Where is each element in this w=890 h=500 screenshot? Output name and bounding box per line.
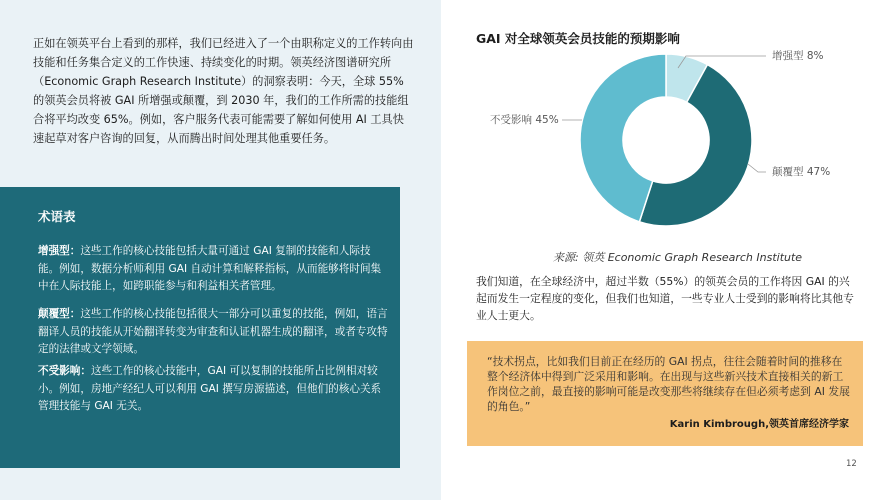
glossary-box	[0, 187, 400, 468]
term-definition: 这些工作的核心技能中，GAI 可以复制的技能所占比例相对较小。例如，房地产经纪人可以利用 GAI 撰写房源描述，但他们的核心关系管理技能与 GAI 无关。	[38, 365, 382, 412]
chart-title: GAI 对全球领英会员技能的预期影响	[476, 31, 680, 46]
term-label: 颠覆型：	[38, 308, 81, 320]
intro-paragraph: 正如在领英平台上看到的那样，我们已经进入了一个由职称定义的工作转向由技能和任务集合定义的工作快速、持续变化的时期。领英经济图谱研究所（Economic Graph Research Institute）的洞察表明：今天，全球 55% 的领英会员将被 GAI 所增强或颠覆，到 2030 年，我们的工作所需的技能组合将平均改变 65%。例如，客户服务代表可能需要了解如何使用 AI 工具快速起草对客户咨询的回复，从而腾出时间处理其他重要任务。	[33, 37, 414, 145]
chart-source	[553, 249, 802, 265]
term-definition: 这些工作的核心技能包括很大一部分可以重复的技能，例如，语言翻译人员的技能从开始翻译转变为审查和认证机器生成的翻译，或者专攻特定的法律或文学领域。	[38, 308, 388, 355]
donut-chart	[470, 48, 870, 248]
glossary-term-disrupted	[38, 306, 388, 359]
slice-label-unaffected: 不受影响 45%	[490, 114, 559, 126]
quote-box	[467, 341, 863, 446]
term-label: 增强型：	[38, 245, 81, 257]
source-prefix: 来源: 领英	[553, 251, 605, 264]
slice-label-disrupted: 颠覆型 47%	[772, 166, 831, 178]
glossary-term-unaffected	[38, 363, 388, 416]
term-definition: 这些工作的核心技能包括大量可通过 GAI 复制的技能和人际技能。例如，数据分析师利用 GAI 自动计算和解释指标，从而能够将时间集中在人际技能上，如跨职能参与和利益相关者管理。	[38, 245, 382, 292]
source-name: Economic Graph Research Institute	[607, 251, 803, 264]
glossary-term-augmented	[38, 243, 388, 296]
term-label: 不受影响：	[38, 365, 91, 377]
body-paragraph: 我们知道，在全球经济中，超过半数（55%）的领英会员的工作将因 GAI 的兴起而发生一定程度的变化，但我们也知道，一些专业人士受到的影响将比其他专业人士更大。	[476, 275, 854, 322]
leader-line-disrupted	[748, 164, 766, 172]
left-panel	[0, 0, 441, 500]
quote-text: “技术拐点，比如我们目前正在经历的 GAI 拐点，往往会随着时间的推移在整个经济体中得到广泛采用和影响。在出现与这些新兴技术直接相关的新工作岗位之前，最直接的影响可能是改变那些将继续存在但必须考虑到 AI 发展的角色。”	[487, 355, 850, 413]
slice-label-augmented: 增强型 8%	[772, 50, 824, 62]
glossary-title: 术语表	[38, 209, 76, 224]
page-number: 12	[846, 459, 857, 469]
quote-author: Karin Kimbrough,领英首席经济学家	[669, 419, 849, 430]
